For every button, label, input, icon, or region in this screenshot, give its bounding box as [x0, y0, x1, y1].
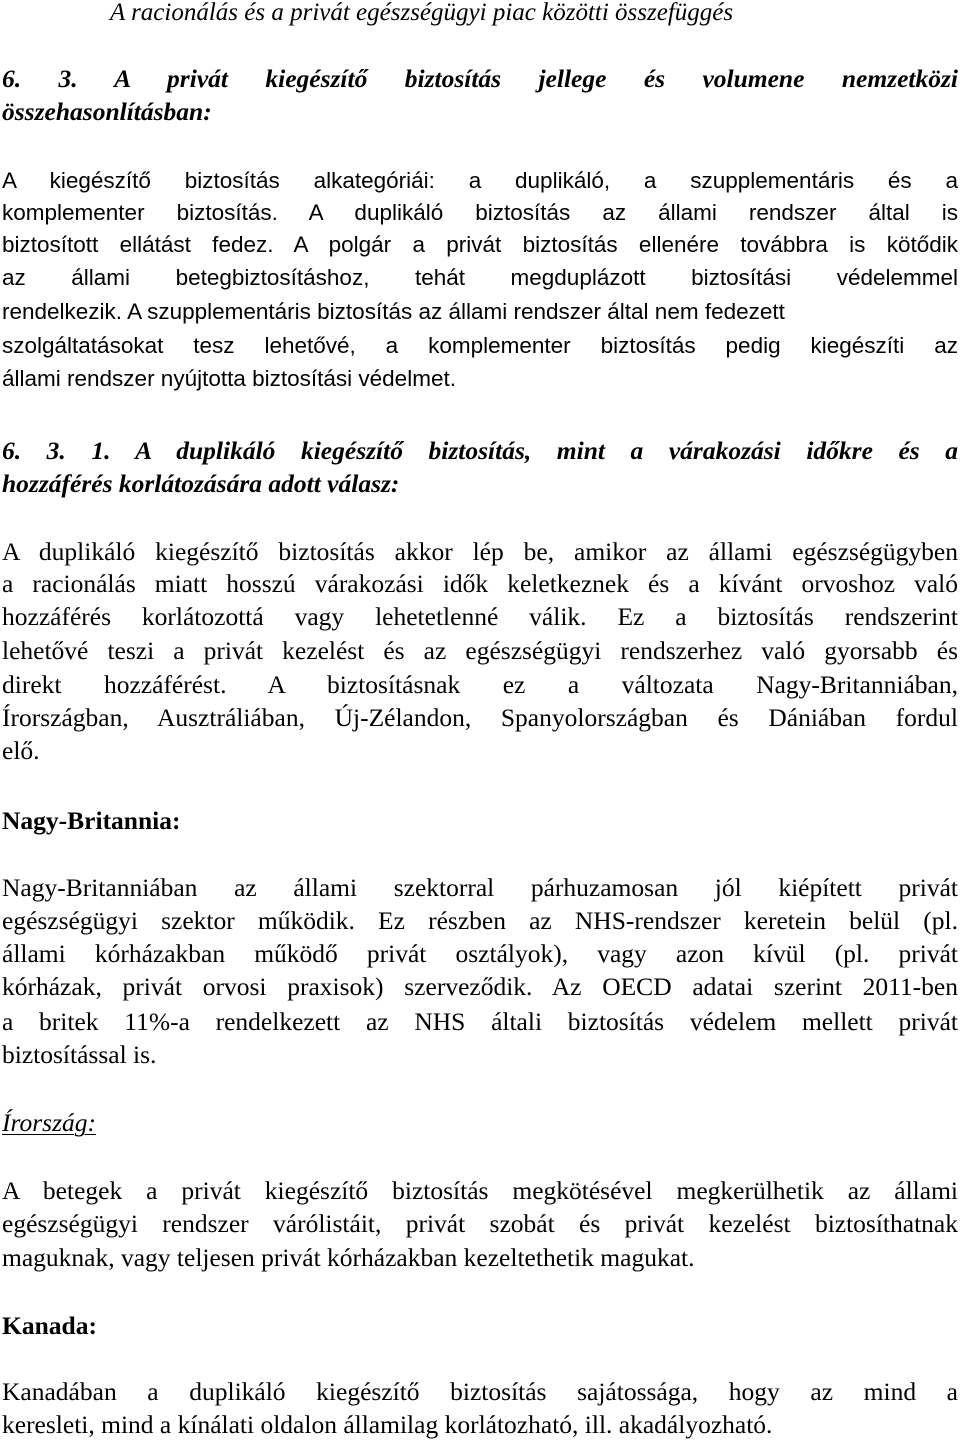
- paragraph-line: biztosított ellátást fedez. A polgár a privát biztosítás ellenére továbbra is kötődik: [2, 232, 958, 257]
- paragraph-line: állami kórházakban működő privát osztályok), vagy azon kívül (pl. privát: [2, 939, 958, 968]
- section-heading-line-1: 6. 3. A privát kiegészítő biztosítás jellege és volumene nemzetközi: [2, 64, 958, 93]
- paragraph-line: biztosítással is.: [2, 1040, 157, 1069]
- subsection-heading-line-1: 6. 3. 1. A duplikáló kiegészítő biztosítás, mint a várakozási időkre és a: [2, 436, 958, 465]
- paragraph-line: rendelkezik. A szupplementáris biztosítás az állami rendszer által nem fedezett: [2, 299, 785, 324]
- paragraph-line: maguknak, vagy teljesen privát kórházakban kezeltethetik magukat.: [2, 1243, 695, 1272]
- paragraph-line: A betegek a privát kiegészítő biztosítás megkötésével megkerülhetik az állami: [2, 1176, 958, 1205]
- paragraph-line: kórházak, privát orvosi praxisok) szerveződik. Az OECD adatai szerint 2011-ben: [2, 972, 958, 1001]
- paragraph-line: állami rendszer nyújtotta biztosítási védelmet.: [2, 366, 456, 391]
- paragraph-line: keresleti, mind a kínálati oldalon államilag korlátozható, ill. akadályozható.: [2, 1410, 773, 1439]
- paragraph-line: A kiegészítő biztosítás alkategóriái: a duplikáló, a szupplementáris és a: [2, 168, 958, 193]
- paragraph-line: szolgáltatásokat tesz lehetővé, a komplementer biztosítás pedig kiegészíti az: [2, 333, 958, 358]
- paragraph-line: egészségügyi szektor működik. Ez részben az NHS-rendszer keretein belül (pl.: [2, 906, 958, 935]
- paragraph-line: egészségügyi rendszer várólistáit, privát szobát és privát kezelést biztosíthatnak: [2, 1209, 958, 1238]
- ireland-heading: Írország:: [2, 1108, 96, 1137]
- subsection-heading-line-2: hozzáférés korlátozására adott válasz:: [2, 469, 400, 498]
- section-heading-line-2: összehasonlításban:: [2, 97, 212, 126]
- paragraph-line: Nagy-Britanniában az állami szektorral párhuzamosan jól kiépített privát: [2, 873, 958, 902]
- paragraph-line: Kanadában a duplikáló kiegészítő biztosítás sajátossága, hogy az mind a: [2, 1377, 958, 1406]
- paragraph-line: az állami betegbiztosításhoz, tehát megduplázott biztosítási védelemmel: [2, 265, 958, 290]
- paragraph-line: elő.: [2, 736, 40, 765]
- paragraph-line: Írországban, Ausztráliában, Új-Zélandon, Spanyolországban és Dániában fordul: [2, 703, 958, 732]
- page-header-title: A racionálás és a privát egészségügyi piac közötti összefüggés: [110, 0, 734, 26]
- paragraph-line: lehetővé teszi a privát kezelést és az egészségügyi rendszerhez való gyorsabb és: [2, 636, 958, 665]
- canada-heading: Kanada:: [2, 1311, 97, 1340]
- paragraph-line: komplementer biztosítás. A duplikáló biztosítás az állami rendszer által is: [2, 200, 958, 225]
- paragraph-line: A duplikáló kiegészítő biztosítás akkor lép be, amikor az állami egészségügyben: [2, 537, 958, 566]
- paragraph-line: hozzáférés korlátozottá vagy lehetetlenné válik. Ez a biztosítás rendszerint: [2, 602, 958, 631]
- paragraph-line: a racionálás miatt hosszú várakozási idők keletkeznek és a kívánt orvoshoz való: [2, 569, 958, 598]
- paragraph-line: a britek 11%-a rendelkezett az NHS általi biztosítás védelem mellett privát: [2, 1007, 958, 1036]
- uk-heading: Nagy-Britannia:: [2, 806, 181, 835]
- paragraph-line: direkt hozzáférést. A biztosításnak ez a változata Nagy-Britanniában,: [2, 670, 958, 699]
